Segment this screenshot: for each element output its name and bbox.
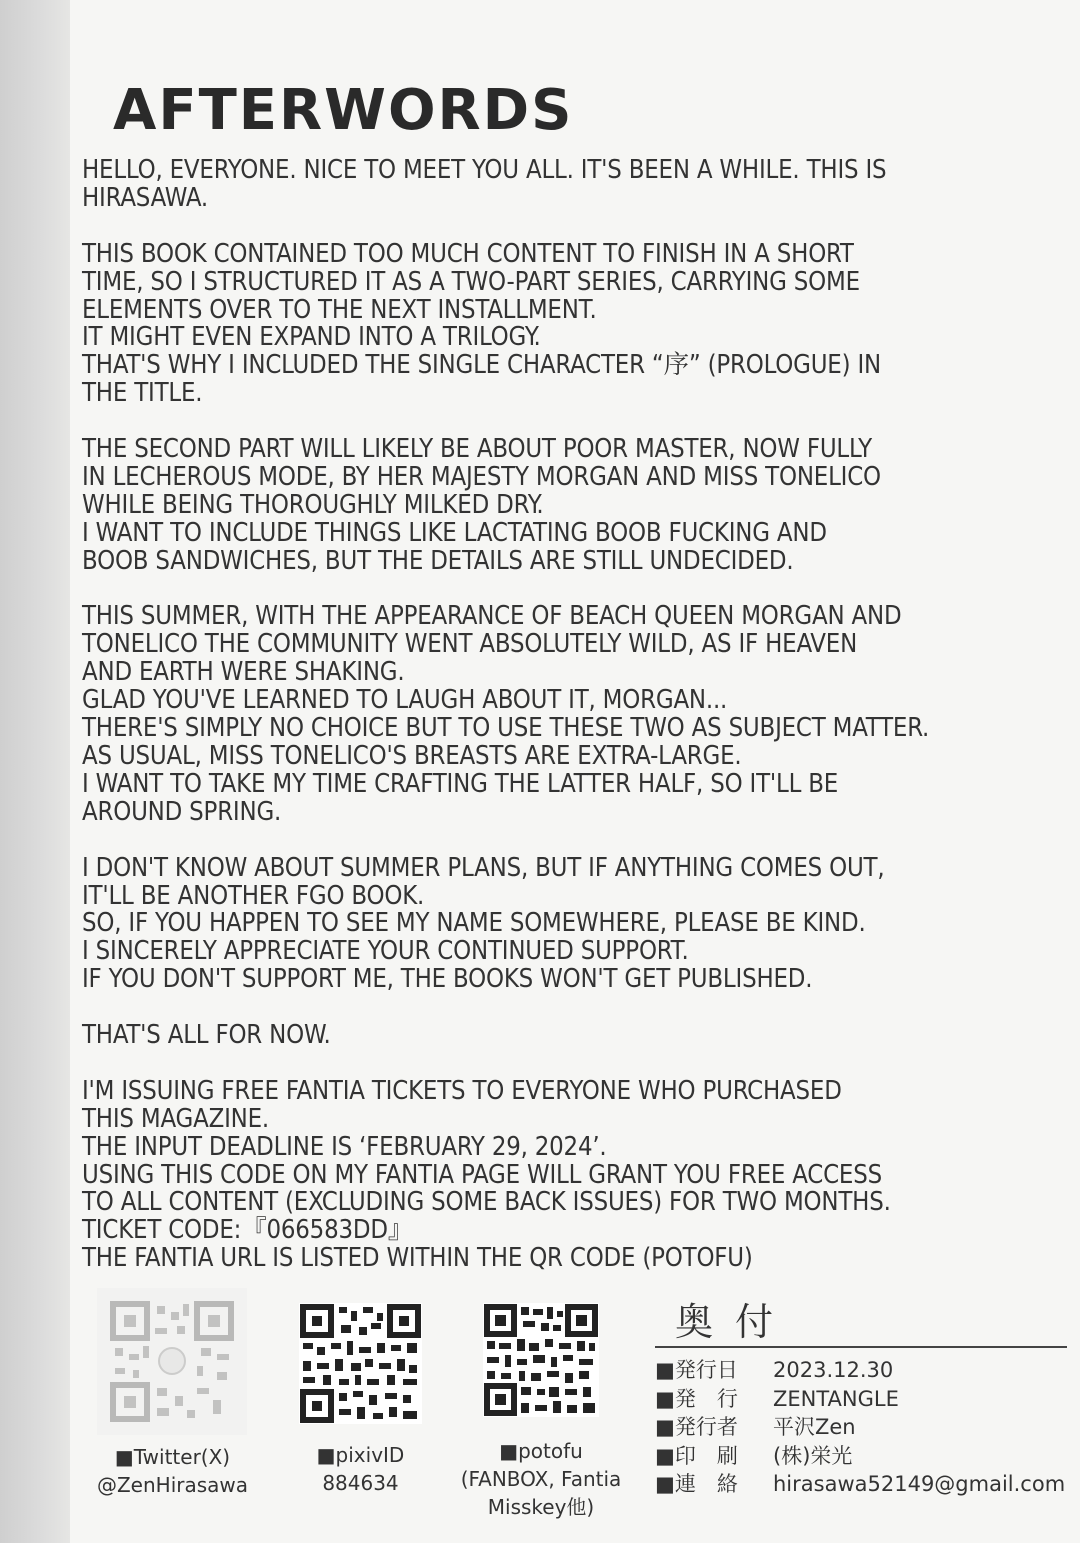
colophon	[655, 1300, 1070, 1499]
text-line: I WANT TO INCLUDE THINGS LIKE LACTATING BOOB FUCKING AND	[82, 517, 827, 548]
potofu-label: ■potofu	[499, 1439, 583, 1463]
text-line: THIS MAGAZINE.	[82, 1103, 269, 1134]
text-line: TICKET CODE:『066583DD』	[82, 1215, 414, 1246]
text-line: I DON'T KNOW ABOUT SUMMER PLANS, BUT IF ANYTHING COMES OUT,	[82, 852, 885, 883]
paragraph-second-part	[82, 436, 1072, 576]
text-line: WHILE BEING THOROUGHLY MILKED DRY.	[82, 489, 544, 520]
colophon-value: 2023.12.30	[773, 1358, 894, 1382]
twitter-qr-code-icon[interactable]	[97, 1288, 247, 1435]
text-line: THIS BOOK CONTAINED TOO MUCH CONTENT TO FINISH IN A SHORT	[82, 238, 854, 269]
colophon-label: ■印 刷	[655, 1443, 738, 1468]
text-line: THAT'S ALL FOR NOW.	[82, 1020, 331, 1051]
text-line: THE FANTIA URL IS LISTED WITHIN THE QR CODE (POTOFU)	[82, 1243, 753, 1274]
text-line: SO, IF YOU HAPPEN TO SEE MY NAME SOMEWHERE, PLEASE BE KIND.	[82, 908, 866, 939]
contact-email-link[interactable]: hirasawa52149@gmail.com	[773, 1472, 1066, 1496]
text-line: I SINCERELY APPRECIATE YOUR CONTINUED SUPPORT.	[82, 936, 689, 967]
page-title: AFTERWORDS	[113, 78, 574, 143]
text-line: IT MIGHT EVEN EXPAND INTO A TRILOGY.	[82, 322, 541, 353]
text-line: AS USUAL, MISS TONELICO'S BREASTS ARE EXTRA-LARGE.	[82, 740, 742, 771]
paragraph-closing	[82, 1022, 1072, 1050]
paragraph-greeting	[82, 157, 1072, 213]
text-line: AND EARTH WERE SHAKING.	[82, 657, 405, 688]
text-line: THE TITLE.	[82, 378, 203, 409]
text-line: HELLO, EVERYONE. NICE TO MEET YOU ALL. IT'S BEEN A WHILE. THIS IS	[82, 155, 887, 185]
potofu-services-2: Misskey他)	[487, 1495, 595, 1519]
text-line: THE INPUT DEADLINE IS ‘FEBRUARY 29, 2024’.	[82, 1131, 607, 1162]
text-line: TONELICO THE COMMUNITY WENT ABSOLUTELY WILD, AS IF HEAVEN	[82, 629, 858, 660]
pixiv-label: ■pixivID	[316, 1443, 405, 1467]
text-line: IN LECHEROUS MODE, BY HER MAJESTY MORGAN AND MISS TONELICO	[82, 461, 881, 492]
colophon-label: ■発行日	[655, 1358, 738, 1382]
pixiv-qr-code-icon[interactable]	[299, 1303, 422, 1424]
text-line: IF YOU DON'T SUPPORT ME, THE BOOKS WON'T GET PUBLISHED.	[82, 964, 813, 995]
colophon-row-publisher	[655, 1385, 1070, 1414]
text-line: BOOB SANDWICHES, BUT THE DETAILS ARE STILL UNDECIDED.	[82, 545, 794, 576]
colophon-row-printer	[655, 1442, 1070, 1471]
text-line: THAT'S WHY I INCLUDED THE SINGLE CHARACTER “序” (PROLOGUE) IN	[82, 350, 881, 381]
colophon-label: ■発 行	[655, 1386, 738, 1411]
text-line: THERE'S SIMPLY NO CHOICE BUT TO USE THESE TWO AS SUBJECT MATTER.	[82, 713, 930, 744]
text-line: HIRASAWA.	[82, 182, 208, 213]
text-line: TO ALL CONTENT (EXCLUDING SOME BACK ISSUES) FOR TWO MONTHS.	[82, 1187, 891, 1218]
colophon-value: 平沢Zen	[773, 1415, 856, 1439]
text-line: IT'LL BE ANOTHER FGO BOOK.	[82, 880, 425, 911]
colophon-value: (株)栄光	[773, 1443, 853, 1468]
afterword-body	[82, 157, 1072, 1301]
potofu-qr-code-icon[interactable]	[483, 1303, 599, 1417]
paragraph-fantia-ticket	[82, 1075, 1072, 1274]
paragraph-structure	[82, 238, 1072, 409]
text-line: GLAD YOU'VE LEARNED TO LAUGH ABOUT IT, MORGAN...	[82, 685, 728, 716]
text-line: USING THIS CODE ON MY FANTIA PAGE WILL GRANT YOU FREE ACCESS	[82, 1159, 882, 1190]
colophon-row-date	[655, 1356, 1070, 1385]
colophon-value: ZENTANGLE	[773, 1386, 899, 1411]
colophon-divider	[655, 1346, 1067, 1348]
colophon-row-issuer	[655, 1413, 1070, 1442]
twitter-handle: @ZenHirasawa	[96, 1473, 249, 1497]
text-line: I'M ISSUING FREE FANTIA TICKETS TO EVERYONE WHO PURCHASED	[82, 1075, 842, 1106]
potofu-services: (FANBOX, Fantia	[460, 1467, 622, 1491]
colophon-label: ■発行者	[655, 1415, 738, 1439]
colophon-title: 奥付	[675, 1300, 796, 1344]
text-line: AROUND SPRING.	[82, 796, 282, 827]
text-line: TIME, SO I STRUCTURED IT AS A TWO-PART SERIES, CARRYING SOME	[82, 266, 860, 297]
text-line: I WANT TO TAKE MY TIME CRAFTING THE LATTER HALF, SO IT'LL BE	[82, 768, 839, 799]
text-line: THE SECOND PART WILL LIKELY BE ABOUT POOR MASTER, NOW FULLY	[82, 434, 872, 465]
paragraph-plans	[82, 852, 1072, 995]
colophon-row-contact	[655, 1470, 1070, 1499]
colophon-label: ■連 絡	[655, 1472, 738, 1496]
text-line: THIS SUMMER, WITH THE APPEARANCE OF BEACH QUEEN MORGAN AND	[82, 601, 902, 632]
pixiv-id: 884634	[322, 1471, 399, 1495]
book-spine-shadow	[0, 0, 70, 1543]
text-line: ELEMENTS OVER TO THE NEXT INSTALLMENT.	[82, 294, 597, 325]
twitter-link[interactable]	[85, 1443, 260, 1499]
paragraph-summer	[82, 603, 1072, 826]
pixiv-link[interactable]	[283, 1441, 438, 1497]
potofu-link[interactable]	[440, 1437, 642, 1521]
twitter-label: ■Twitter(X)	[114, 1445, 231, 1469]
